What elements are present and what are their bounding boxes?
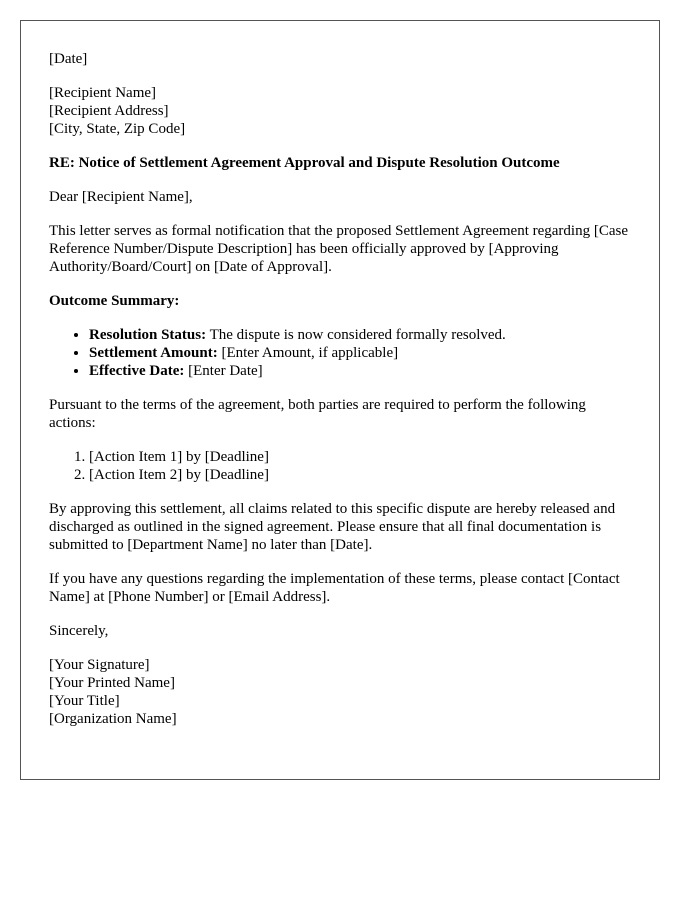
signature-line: [Your Signature] — [49, 657, 150, 673]
summary-item-value: [Enter Date] — [184, 363, 263, 379]
summary-item-resolution-status — [89, 326, 631, 344]
signer-title: [Your Title] — [49, 693, 120, 709]
summary-item-value: [Enter Amount, if applicable] — [217, 345, 399, 361]
outcome-summary-heading: Outcome Summary: — [49, 293, 180, 309]
release-paragraph: By approving this settlement, all claims related to this specific dispute are hereby released and discharged as outlined in the signed agreement. Please ensure that all final documentation is submitted to [Department Name] no later than [Date]. — [49, 501, 616, 553]
outcome-summary-list — [49, 326, 631, 380]
printed-name: [Your Printed Name] — [49, 675, 175, 691]
recipient-block — [49, 84, 631, 138]
summary-item-label: Resolution Status: — [89, 327, 207, 343]
intro-paragraph: This letter serves as formal notification that the proposed Settlement Agreement regarding [Case Reference Number/Dispute Description] has been officially approved by [Approving Authority/Board/Court] on [Date of Approval]. — [49, 223, 628, 275]
actions-intro-paragraph: Pursuant to the terms of the agreement, both parties are required to perform the following actions: — [49, 397, 586, 431]
signature-block — [49, 656, 631, 728]
letter-date: [Date] — [49, 51, 88, 67]
summary-item-effective-date — [89, 362, 631, 380]
recipient-city-state-zip: [City, State, Zip Code] — [49, 121, 186, 137]
action-item: 2. [Action Item 2] by [Deadline] — [89, 466, 631, 484]
recipient-address: [Recipient Address] — [49, 103, 169, 119]
action-items-list — [49, 448, 631, 484]
summary-item-label: Effective Date: — [89, 363, 185, 379]
summary-item-label: Settlement Amount: — [89, 345, 218, 361]
subject-line: RE: Notice of Settlement Agreement Approval and Dispute Resolution Outcome — [49, 155, 560, 171]
organization-name: [Organization Name] — [49, 711, 177, 727]
action-item: 1. [Action Item 1] by [Deadline] — [89, 448, 631, 466]
closing: Sincerely, — [49, 623, 109, 639]
summary-item-value: The dispute is now considered formally resolved. — [206, 327, 506, 343]
recipient-name: [Recipient Name] — [49, 85, 157, 101]
summary-item-settlement-amount — [89, 344, 631, 362]
contact-paragraph: If you have any questions regarding the implementation of these terms, please contact [Contact Name] at [Phone Number] or [Email Address]. — [49, 571, 620, 605]
salutation: Dear [Recipient Name], — [49, 189, 193, 205]
letter-page — [20, 20, 660, 780]
